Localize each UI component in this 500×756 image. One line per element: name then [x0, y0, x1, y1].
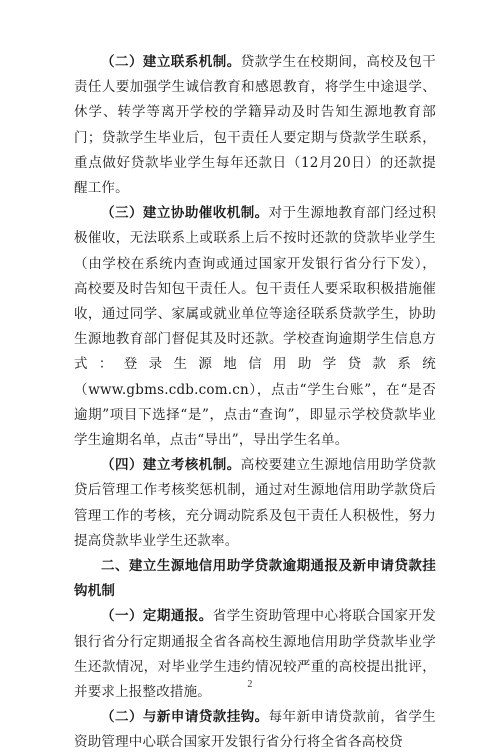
page-number: 2 [247, 679, 253, 690]
paragraph-label: （一）定期通报。 [101, 608, 213, 625]
paragraph-text: 贷款学生在校期间，高校及包干责任人要加强学生诚信教育和感恩教育，将学生中途退学、休学、转学等离开学校的学籍异动及时告知生源地教育部门；贷款学生毕业后，包干责任人要定期与贷款学生联系，重点做好贷款毕业学生每年还款日（12月20日）的还款提醒工作。 [74, 54, 437, 197]
paragraph-text: 省学生资助管理中心将联合国家开发银行省分行定期通报全省各高校生源地信用助学贷款毕业学生还款情况，对毕业学生违约情况较严重的高校提出批评，并要求上报整改措施。 [74, 608, 437, 701]
paragraph-new-loan-link [74, 705, 436, 755]
paragraph-label: （二）与新申请贷款挂钩。 [101, 709, 269, 726]
paragraph-assessment-mechanism [74, 453, 436, 554]
paragraph-text: 高校要建立生源地信用助学贷款贷后管理工作考核奖惩机制，通过对生源地信用助学款贷后管理工作的考核，充分调动院系及包干责任人积极性，努力提高贷款毕业学生还款率。 [74, 457, 437, 549]
paragraph-collection-mechanism [74, 201, 436, 453]
paragraph-label: （二）建立联系机制。 [101, 54, 241, 70]
paragraph-contact-mechanism [74, 50, 436, 201]
paragraph-label: （四）建立考核机制。 [101, 457, 241, 474]
section-heading: 二、建立生源地信用助学贷款逾期通报及新申请贷款挂钩机制 [74, 558, 436, 600]
paragraph-text: 对于生源地教育部门经过积极催收，无法联系上或联系上后不按时还款的贷款毕业学生（由学校在系统内查询或通过国家开发银行省分行下发），高校要及时告知包干责任人。包干责任人要采取积极措施催收，通过同学、家属或就业单位等途径联系贷款学生，协助生源地教育部门督促其及时还款。学校查询逾期学生信息方式：登录生源地信用助学贷款系统（www.gbms.cdb.com.cn），点击“学生台账”，在“是否逾期”项目下选择“是”，点击“查询”，即显示学校贷款毕业学生逾期名单，点击“导出”，导出学生名单。 [74, 205, 436, 449]
paragraph-text: 每年新申请贷款前，省学生资助管理中心联合国家开发银行省分行将全省各高校贷 [74, 709, 436, 751]
paragraph-label: （三）建立协助催收机制。 [101, 205, 269, 222]
